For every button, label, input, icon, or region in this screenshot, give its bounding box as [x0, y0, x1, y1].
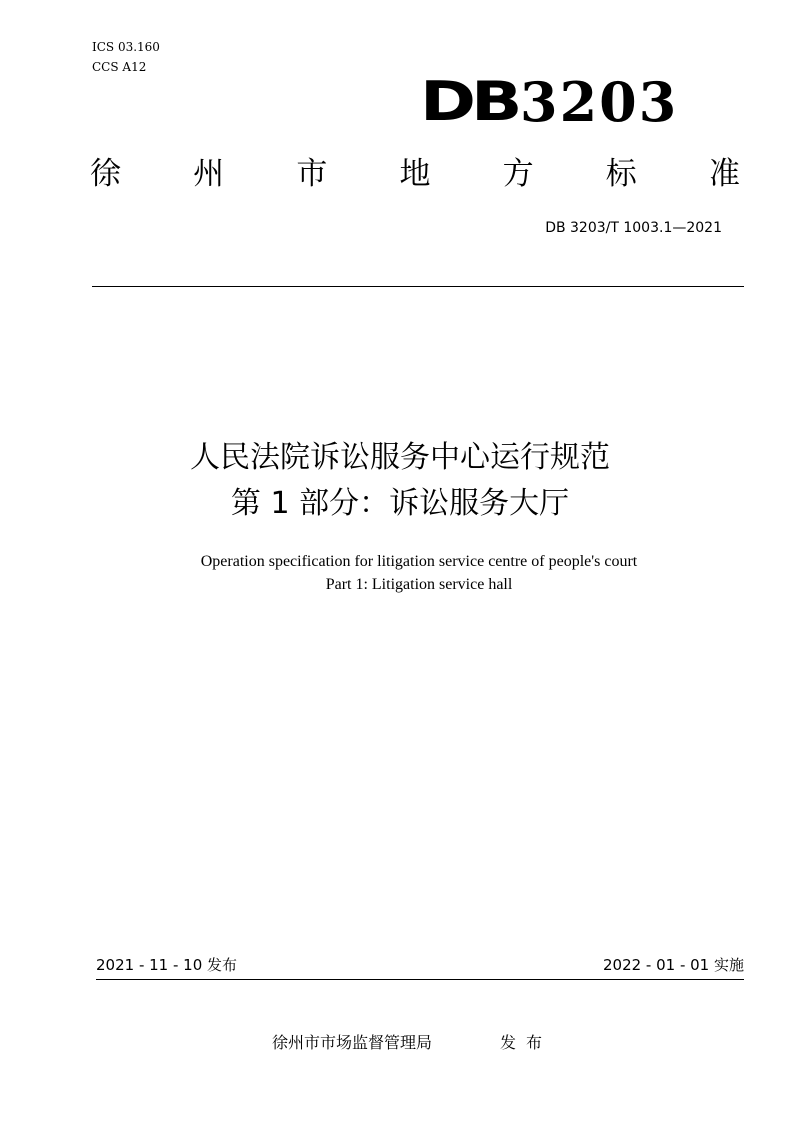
standard-type-char: 市 — [296, 156, 328, 192]
ccs-code: CCS A12 — [92, 60, 147, 74]
bottom-divider — [96, 979, 744, 980]
issue-date: 2021 - 11 - 10 发布 — [96, 956, 238, 974]
ics-code: ICS 03.160 — [92, 40, 160, 54]
standard-type-title — [90, 152, 740, 196]
publish-label: 发布 — [500, 1033, 553, 1052]
standard-type-char: 地 — [399, 156, 431, 192]
standard-type-char: 准 — [708, 156, 740, 192]
chinese-title-line-2: 第 1 部分：诉讼服务大厅 — [230, 486, 570, 521]
db-logo — [420, 70, 700, 134]
top-divider — [92, 286, 744, 287]
db-logo-prefix: DB — [420, 70, 518, 133]
db-logo-code: 3203 — [520, 70, 679, 134]
standard-type-char: 徐 — [90, 156, 121, 192]
implementation-date: 2022 - 01 - 01 实施 — [602, 956, 744, 974]
standard-type-char: 州 — [193, 156, 225, 192]
english-title-line-1: Operation specification for litigation service centre of people's court — [200, 553, 638, 570]
english-title-line-2: Part 1: Litigation service hall — [325, 576, 513, 593]
publisher-name: 徐州市市场监督管理局 — [272, 1033, 433, 1052]
standard-number: DB 3203/T 1003.1—2021 — [545, 220, 722, 236]
standard-type-char: 方 — [502, 156, 534, 192]
chinese-title-line-1: 人民法院诉讼服务中心运行规范 — [190, 440, 610, 475]
standard-type-char: 标 — [605, 156, 637, 192]
